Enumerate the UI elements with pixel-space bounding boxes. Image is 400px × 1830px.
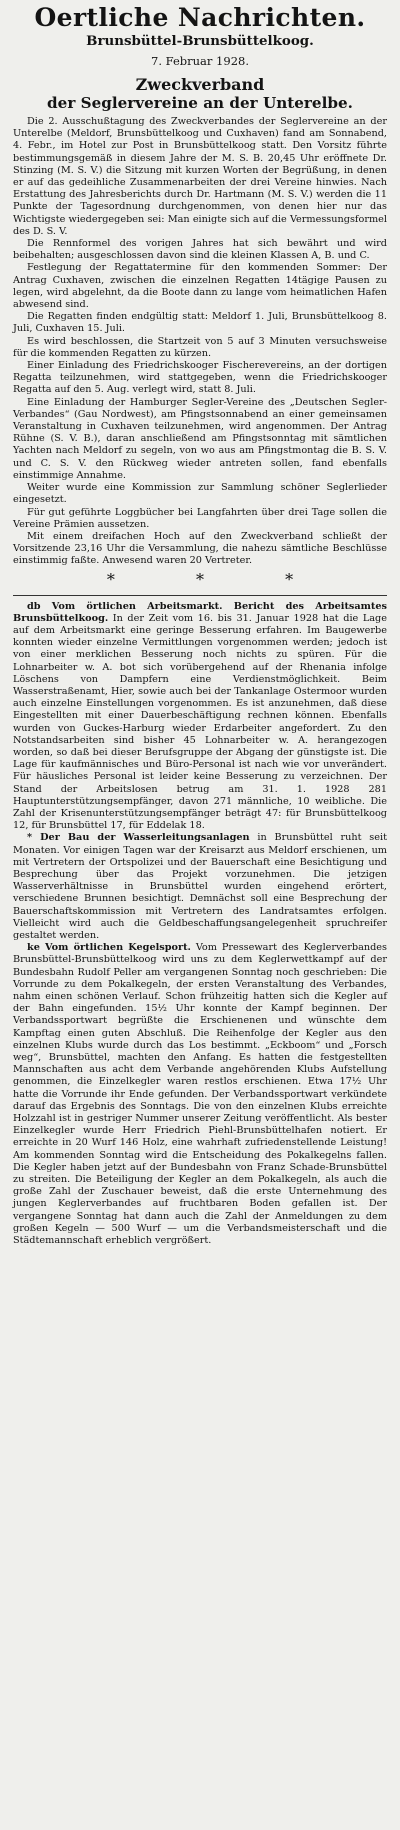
article2-body: In der Zeit vom 16. bis 31. Januar 1928 hat die Lage auf dem Arbeitsmarkt eine geringe Besserung erfahren. Im Baugewerbe konnten wieder einzelne Vermittlungen vorgenommen werden; jedoch ist von einer merklichen Besserung noch nichts zu spüren. Für die Lohnarbeiter w. A. bot sich vorübergehend auf der Rhenania infolge Löschens von Dampfern eine Verdienstmöglichkeit. Beim Wasserstraßenamt, Hier, sowie auch bei der Tankanlage Ostermoor wurden auch einzelne Einstellungen vorgenommen. Es ist anzunehmen, daß diese Eingestellten mit einer Dauerbeschäftigung rechnen können. Ebenfalls wurden von Guckes-Harburg wieder Erdarbeiter angefordert. Zu den Notstandsarbeiten sind bisher 45 Lohnarbeiter w. A. herangezogen worden, so daß bei dieser Berufsgruppe der Abgang der günstigste ist. Die Lage für kaufmännisches und Büro-Personal ist nach wie vor unverändert. Für häusliches Personal ist leider keine Besserung zu verzeichnen. Der Stand der Arbeitslosen betrug am 31. 1. 1928 281 Hauptunterstützungsempfänger, davon 271 männliche, 10 weibliche. Die Zahl der Krisenunterstützungsempfänger beträgt 47: für Brunsbüttelkoog 12, für Brunsbüttel 17, für Eddelak 18. bbox=[13, 612, 387, 832]
section-separator: * * * bbox=[106, 569, 332, 589]
article1-paragraph: Mit einem dreifachen Hoch auf den Zweckverband schließt der Vorsitzende 23,16 Uhr die Versammlung, die nahezu sämtliche Beschlüsse einstimmig faßte. Anwesend waren 20 Vertreter. bbox=[13, 530, 387, 567]
article1-body bbox=[13, 116, 387, 568]
article1-paragraph: Für gut geführte Loggbücher bei Langfahrten über drei Tage sollen die Vereine Prämien aussetzen. bbox=[13, 506, 387, 530]
article1-paragraph: Die 2. Ausschußtagung des Zweckverbandes der Seglervereine an der Unterelbe (Meldorf, Brunsbüttelkoog und Cuxhaven) fand am Sonnabend, 4. Febr., im Hotel zur Post in Brunsbüttelkoog statt. Den Vorsitz führte bestimmungsgemäß in diesem Jahre der M. S. B. 20,45 Uhr eröffnete Dr. Stinzing (M. S. V.) die Sitzung mit kurzen Worten der Begrüßung, in denen er auf das gedeihliche Zusammenarbeiten der drei Vereine hinwies. Nach Erstattung des Jahresberichts durch Dr. Hartmann (M. S. V.) werden die 11 Punkte der Tagesordnung durchgenommen, von denen hier nur das Wichtigste wiedergegeben sei: Man einigte sich auf die Vermessungsformel des D. S. V. bbox=[13, 116, 387, 237]
article1-paragraph: Die Regatten finden endgültig statt: Meldorf 1. Juli, Brunsbüttelkoog 8. Juli, Cuxhaven 15. Juli. bbox=[13, 311, 387, 335]
article4-body: Vom Pressewart des Keglerverbandes Brunsbüttel-Brunsbüttelkoog wird uns zu dem Keglerwettkampf auf der Bundesbahn Rudolf Peller am vergangenen Sonntag noch geschrieben: Die Vorrunde zu dem Pokalkegeln, der ersten Veranstaltung des Verbandes, nahm einen schönen Verlauf. Schon frühzeitig hatten sich die Kegler auf der Bahn eingefunden. 15½ Uhr konnte der Kampf beginnen. Der Verbandssportwart begrüßte die Erschienenen und wünschte dem Kampftag einen guten Abschluß. Die Reihenfolge der Kegler aus den einzelnen Klubs wurde durch das Los bestimmt. „Eckboom“ und „Forsch weg“, Brunsbüttel, machten den Anfang. Es hatten die festgestellten Mannschaften aus acht dem Verbande angehörenden Klubs Aufstellung genommen, die Einzelkegler waren restlos erschienen. Etwa 17½ Uhr hatte die Vorrunde ihr Ende gefunden. Der Verbandssportwart verkündete darauf das Ergebnis des Sonntags. Die von den einzelnen Klubs erreichte Holzzahl ist in gestriger Nummer unserer Zeitung veröffentlicht. Als bester Einzelkegler wurde Herr Friedrich Piehl-Brunsbüttelhafen notiert. Er erreichte in 20 Wurf 146 Holz, eine wahrhaft zufriedenstellende Leistung! Am kommenden Sonntag wird die Entscheidung des Pokalkegelns fallen. Die Kegler haben jetzt auf der Bundesbahn von Franz Schade-Brunsbüttel zu streiten. Die Beteiligung der Kegler an dem Pokalkegeln, als auch die große Zahl der Zuschauer beweist, daß die erste Unternehmung des jungen Keglerverbandes auf fruchtbaren Boden gefallen ist. Der vergangene Sonntag hat dann auch die Zahl der Anmeldungen zu dem großen Kegeln — 500 Wurf — um die Verbandsmeisterschaft und die Städtemannschaft erheblich vergrößert. bbox=[13, 942, 387, 1247]
article4-lead: ke Vom örtlichen Kegelsport. bbox=[27, 942, 191, 954]
article1-headline-line2: der Seglervereine an der Unterelbe. bbox=[47, 94, 353, 112]
article4 bbox=[13, 942, 387, 1247]
dateline: 7. Februar 1928. bbox=[151, 54, 249, 68]
article3-body: in Brunsbüttel ruht seit Monaten. Vor einigen Tagen war der Kreisarzt aus Meldorf erschienen, um mit Vertretern der Ortspolizei und der Bauerschaft eine Besichtigung und Besprechung über das Projekt vorzunehmen. Die jetzigen Wasserverhältnisse in Brunsbüttel wurden eingehend erörtert, verschiedene Brunnen besichtigt. Demnächst soll eine Besprechung der Bauerschaftskommission mit Vertretern des Landratsamtes erfolgen. Vielleicht wird auch die Geldbeschaffungsangelegenheit spruchreifer gestaltet werden. bbox=[13, 832, 387, 941]
article1-paragraph: Eine Einladung der Hamburger Segler-Vereine des „Deutschen Segler-Verbandes“ (Gau Nordwest), am Pfingstsonnabend an einer gemeinsamen Veranstaltung in Cuxhaven teilzunehmen, wird angenommen. Der Antrag Rühne (S. V. B.), daran anschließend am Pfingstsonntag mit sämtlichen Yachten nach Meldorf zu segeln, von wo aus am Pfingstmontag die B. S. V. und C. S. V. den Rückweg wieder antreten sollen, fand ebenfalls einstimmige Annahme. bbox=[13, 396, 387, 481]
article1-paragraph: Es wird beschlossen, die Startzeit von 5 auf 3 Minuten versuchsweise für die kommenden Regatten zu kürzen. bbox=[13, 335, 387, 359]
article1-paragraph: Die Rennformel des vorigen Jahres hat sich bewährt und wird beibehalten; ausgeschlossen davon sind die kleinen Klassen A, B. und C. bbox=[13, 238, 387, 262]
article2 bbox=[13, 601, 387, 833]
article1-paragraph: Weiter wurde eine Kommission zur Sammlung schöner Seglerlieder eingesetzt. bbox=[13, 482, 387, 506]
article3 bbox=[13, 832, 387, 942]
article1-headline-line1: Zweckverband bbox=[135, 75, 265, 94]
article2-lead: db Vom örtlichen Arbeitsmarkt. Bericht des Arbeitsamtes Brunsbüttelkoog. bbox=[13, 600, 387, 624]
article1-paragraph: Einer Einladung des Friedrichskooger Fischerevereins, an der dortigen Regatta teilzunehmen, wird stattgegeben, wenn die Friedrichskooger Regatta auf den 5. Aug. verlegt wird, statt 8. Juli. bbox=[13, 360, 387, 396]
article1-paragraph: Festlegung der Regattatermine für den kommenden Sommer: Der Antrag Cuxhaven, zwischen die einzelnen Regatten 14tägige Pausen zu legen, wird abgelehnt, da die Boote dann zu lange vom heimatlichen Hafen abwesend sind. bbox=[13, 262, 387, 311]
divider-rule bbox=[13, 595, 387, 596]
article3-lead: * Der Bau der Wasserleitungsanlagen bbox=[27, 832, 250, 844]
subhead: Brunsbüttel-Brunsbüttelkoog. bbox=[86, 33, 314, 49]
masthead: Oertliche Nachrichten. bbox=[34, 3, 366, 32]
